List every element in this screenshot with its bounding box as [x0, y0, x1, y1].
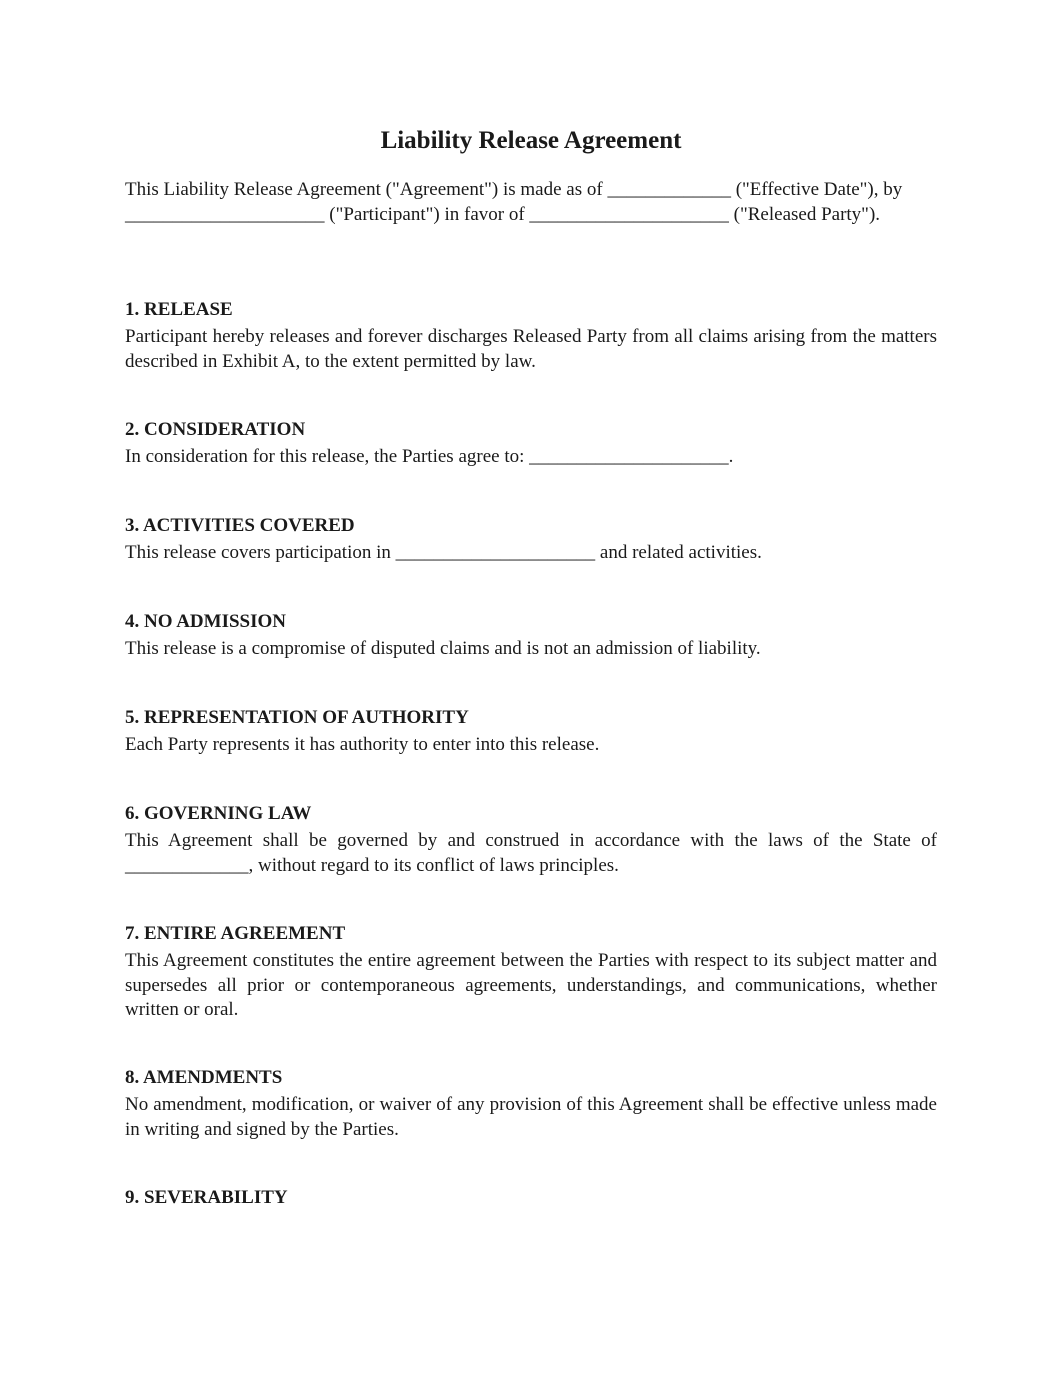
section-entire-agreement	[125, 922, 937, 1023]
section-heading: 8. AMENDMENTS	[125, 1067, 283, 1088]
section-consideration	[125, 418, 937, 470]
section-body: This release is a compromise of disputed claims and is not an admission of liability.	[125, 638, 761, 659]
section-body: Each Party represents it has authority to enter into this release.	[125, 734, 600, 755]
section-severability	[125, 1186, 937, 1210]
section-governing-law	[125, 802, 937, 878]
section-body: In consideration for this release, the Parties agree to: _____________________.	[125, 446, 734, 467]
section-body: This release covers participation in _____________________ and related activities.	[125, 542, 762, 563]
intro-paragraph: This Liability Release Agreement ("Agreement") is made as of _____________ ("Effective Date"), by _____________________ ("Participant") in favor of _____________________ ("Released Party").	[125, 179, 903, 225]
section-release	[125, 298, 937, 374]
document-page	[125, 124, 937, 1208]
section-heading: 9. SEVERABILITY	[125, 1187, 288, 1208]
section-heading: 2. CONSIDERATION	[125, 419, 306, 440]
section-body: No amendment, modification, or waiver of any provision of this Agreement shall be effective unless made in writing and signed by the Parties.	[125, 1094, 937, 1140]
section-representation-of-authority	[125, 706, 937, 758]
section-heading: 4. NO ADMISSION	[125, 611, 286, 632]
section-heading: 7. ENTIRE AGREEMENT	[125, 923, 346, 944]
section-activities-covered	[125, 514, 937, 566]
section-body: This Agreement shall be governed by and construed in accordance with the laws of the State of _____________, without regard to its conflict of laws principles.	[125, 830, 937, 876]
section-body: Participant hereby releases and forever discharges Released Party from all claims arising from the matters described in Exhibit A, to the extent permitted by law.	[125, 326, 937, 372]
section-heading: 1. RELEASE	[125, 299, 233, 320]
document-title: Liability Release Agreement	[380, 127, 682, 154]
section-heading: 3. ACTIVITIES COVERED	[125, 515, 355, 536]
section-body: This Agreement constitutes the entire agreement between the Parties with respect to its subject matter and supersedes all prior or contemporaneous agreements, understandings, and communications, whether written or oral.	[125, 950, 937, 1020]
section-amendments	[125, 1066, 937, 1142]
section-no-admission	[125, 610, 937, 662]
section-heading: 5. REPRESENTATION OF AUTHORITY	[125, 707, 469, 728]
section-heading: 6. GOVERNING LAW	[125, 803, 312, 824]
